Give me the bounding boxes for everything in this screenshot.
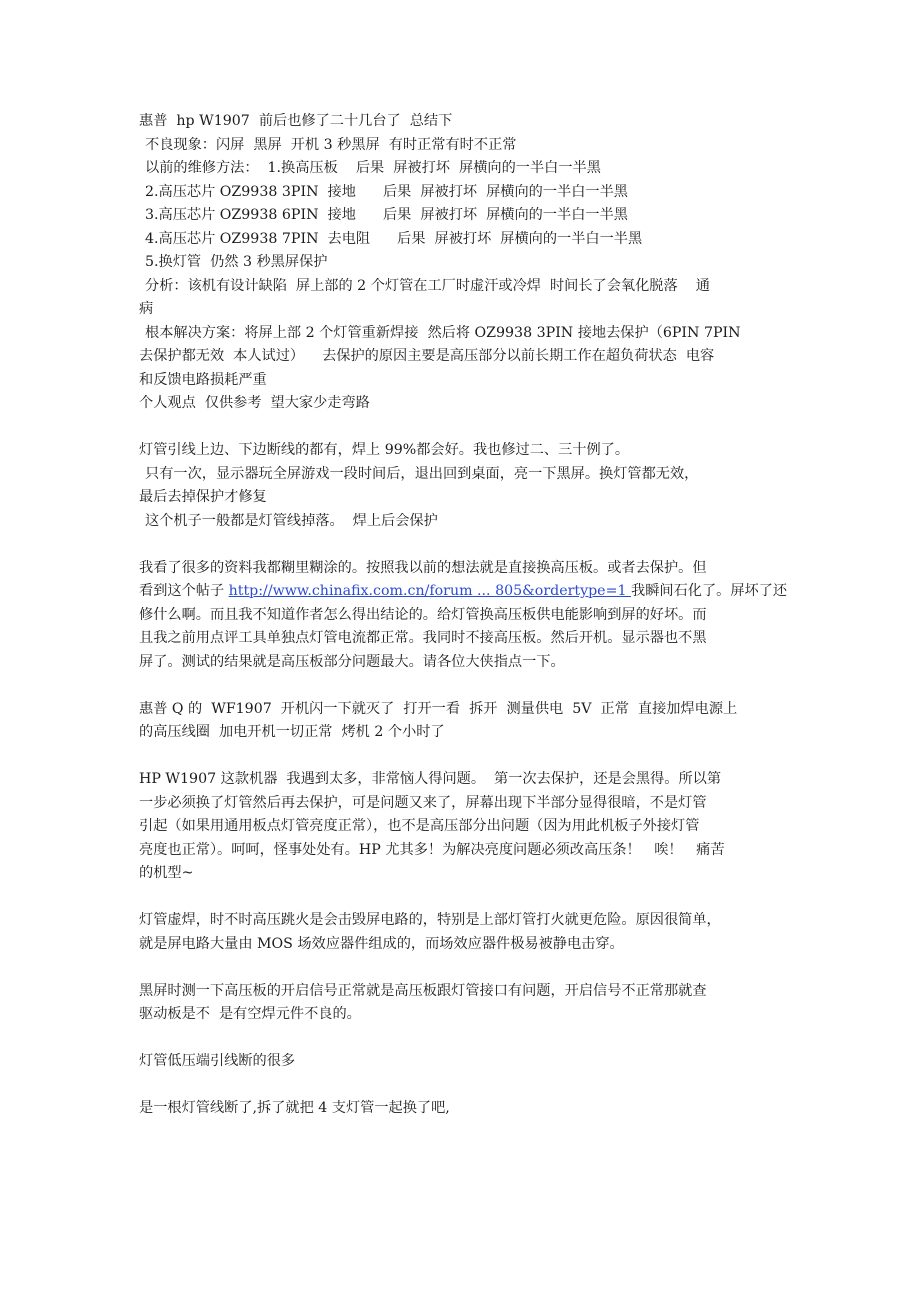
reply-line: 是一根灯管线断了,拆了就把 4 支灯管一起换了吧, — [139, 1100, 450, 1116]
solution-line-cont: 和反馈电路损耗严重 — [139, 371, 267, 388]
symptom-line: 不良现象：闪屏 黑屏 开机 3 秒黑屏 有时正常有时不正常 — [145, 136, 517, 153]
paragraph-gap — [139, 886, 791, 910]
paragraph-reply-8 — [139, 1097, 791, 1121]
paragraph-reply-4 — [139, 768, 791, 886]
reply-line: 的机型~ — [139, 865, 194, 881]
method-line-3: 3.高压芯片 OZ9938 6PIN 接地 后果 屏被打坏 屏横向的一半白一半黑 — [145, 207, 628, 223]
reply-line: 就是屏电路大量由 MOS 场效应器件组成的，而场效应器件极易被静电击穿。 — [139, 935, 624, 952]
reply-line: 惠普 Q 的 WF1907 开机闪一下就灭了 打开一看 拆开 测量供电 5V 正常 直接加焊电源上 — [139, 700, 738, 717]
analysis-line-cont: 病 — [139, 301, 154, 317]
analysis-line: 分析：该机有设计缺陷 屏上部的 2 个灯管在工厂时虚汗或冷焊 时间长了会氧化脱落 通 — [145, 277, 710, 294]
paragraph-gap — [139, 956, 791, 980]
reply-line: 只有一次，显示器玩全屏游戏一段时间后，退出回到桌面，亮一下黑屏。换灯管都无效， — [145, 465, 699, 482]
reply-line: 且我之前用点评工具单独点灯管电流都正常。我同时不接高压板。然后开机。显示器也不黑 — [139, 630, 707, 646]
reply-line: 我看了很多的资料我都糊里糊涂的。按照我以前的想法就是直接换高压板。或者去保护。但 — [139, 559, 707, 576]
note-line: 个人观点 仅供参考 望大家少走弯路 — [139, 395, 370, 411]
reply-text: 看到这个帖子 — [139, 583, 229, 599]
reply-text: 我瞬间石化了。屏坏了还 — [631, 583, 788, 599]
method-line-4: 4.高压芯片 OZ9938 7PIN 去电阻 后果 屏被打坏 屏横向的一半白一半黑 — [145, 230, 643, 247]
paragraph-gap — [139, 416, 791, 440]
paragraph-reply-3 — [139, 698, 791, 745]
reply-line: 修什么啊。而且我不知道作者怎么得出结论的。给灯管换高压板供电能影响到屏的好坏。而 — [139, 606, 707, 623]
document-body — [139, 110, 791, 1121]
method-line-1: 以前的维修方法： 1.换高压板 后果 屏被打坏 屏横向的一半白一半黑 — [145, 160, 601, 176]
paragraph-summary — [139, 110, 791, 416]
paragraph-reply-5 — [139, 909, 791, 956]
paragraph-reply-1 — [139, 439, 791, 533]
paragraph-gap — [139, 1027, 791, 1051]
reply-line: 最后去掉保护才修复 — [139, 489, 267, 505]
reply-line: 的高压线圈 加电开机一切正常 烤机 2 个小时了 — [139, 724, 445, 740]
paragraph-gap — [139, 745, 791, 769]
summary-title: 惠普 hp W1907 前后也修了二十几台了 总结下 — [139, 113, 453, 129]
reply-line: 亮度也正常）。呵呵，怪事处处有。HP 尤其多！为解决亮度问题必须改高压条！ 唉！ 痛苦 — [139, 841, 725, 858]
reply-line: 黑屏时测一下高压板的开启信号正常就是高压板跟灯管接口有问题，开启信号不正常那就查 — [139, 982, 707, 999]
reply-line: 灯管虚焊，时不时高压跳火是会击毁屏电路的，特别是上部灯管打火就更危险。原因很简单， — [139, 912, 721, 928]
reply-line: HP W1907 这款机器 我遇到太多，非常恼人得问题。 第一次去保护，还是会黑得。所以第 — [139, 771, 722, 787]
reply-line: 灯管低压端引线断的很多 — [139, 1053, 296, 1069]
reply-line: 灯管引线上边、下边断线的都有，焊上 99%都会好。我也修过二、三十例了。 — [139, 442, 630, 458]
paragraph-gap — [139, 674, 791, 698]
paragraph-gap — [139, 533, 791, 557]
reply-line: 驱动板是不 是有空焊元件不良的。 — [139, 1006, 361, 1022]
reply-line: 屏了。测试的结果就是高压板部分问题最大。请各位大侠指点一下。 — [139, 653, 565, 670]
method-line-2: 2.高压芯片 OZ9938 3PIN 接地 后果 屏被打坏 屏横向的一半白一半黑 — [145, 183, 628, 200]
paragraph-gap — [139, 1074, 791, 1098]
reply-line: 这个机子一般都是灯管线掉落。 焊上后会保护 — [145, 512, 438, 529]
paragraph-reply-2 — [139, 557, 791, 675]
forum-link[interactable]: http://www.chinafix.com.cn/forum ... 805&ordertype=1 — [228, 583, 631, 599]
paragraph-reply-6 — [139, 980, 791, 1027]
method-line-5: 5.换灯管 仍然 3 秒黑屏保护 — [145, 254, 328, 270]
solution-line-cont: 去保护都无效 本人试过） 去保护的原因主要是高压部分以前长期工作在超负荷状态 电容 — [139, 348, 715, 364]
reply-line: 引起（如果用通用板点灯管亮度正常），也不是高压部分出问题（因为用此机板子外接灯管 — [139, 818, 700, 834]
reply-line-with-link — [139, 580, 791, 604]
solution-line: 根本解决方案：将屏上部 2 个灯管重新焊接 然后将 OZ9938 3PIN 接地去保护（6PIN 7PIN — [145, 324, 741, 341]
reply-line: 一步必须换了灯管然后再去保护，可是问题又来了，屏幕出现下半部分显得很暗，不是灯管 — [139, 794, 707, 811]
paragraph-reply-7 — [139, 1050, 791, 1074]
